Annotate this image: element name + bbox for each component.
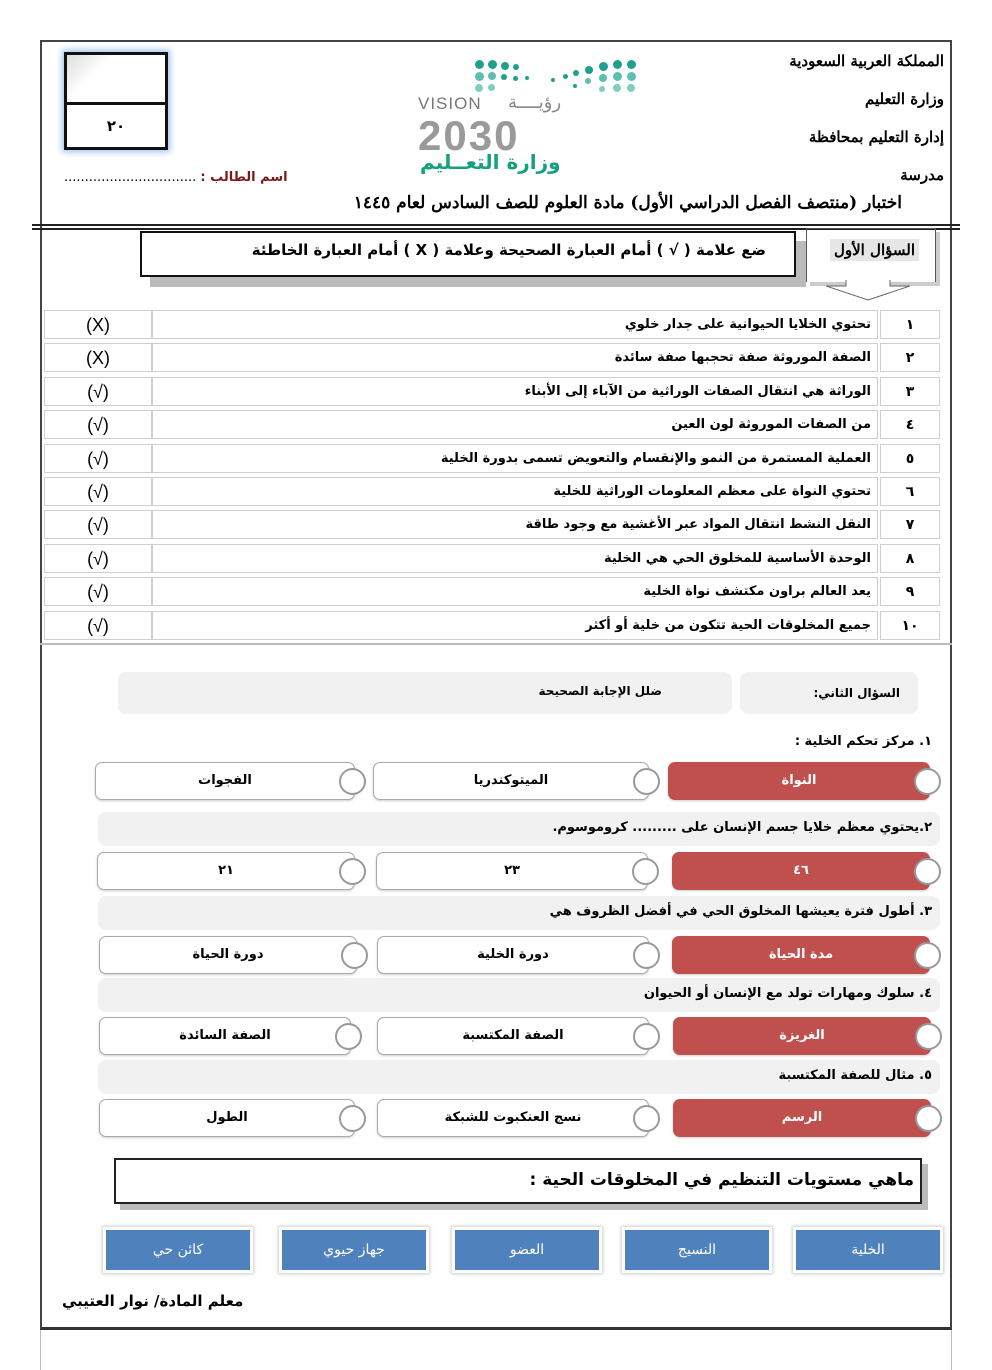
mcq-option[interactable]	[97, 852, 355, 890]
exam-title: اختبار (منتصف الفصل الدراسي الأول) مادة العلوم للصف السادس لعام ١٤٤٥	[353, 193, 902, 213]
option-label: الغريزة	[779, 1028, 825, 1043]
answer-cell[interactable]: (√)	[44, 410, 152, 439]
statement-cell: العملية المستمرة من النمو والإنقسام والتعويض تسمى بدورة الخلية	[152, 444, 878, 473]
radio-icon[interactable]	[632, 858, 659, 885]
mcq-option-correct[interactable]	[673, 1099, 931, 1137]
country-name: المملكة العربية السعودية	[789, 52, 944, 70]
option-label: النواة	[781, 773, 817, 788]
radio-icon[interactable]	[339, 858, 366, 885]
down-arrow-icon	[826, 280, 910, 302]
table-row	[40, 408, 944, 441]
level-box[interactable]: الخلية	[793, 1227, 943, 1273]
option-label: دورة الحياة	[192, 947, 264, 962]
number-cell: ٢	[880, 343, 940, 372]
table-row	[40, 308, 944, 341]
radio-icon[interactable]	[914, 942, 941, 969]
statement-cell: من الصفات الموروثة لون العين	[152, 410, 878, 439]
answer-cell[interactable]: (X)	[44, 343, 152, 372]
radio-icon[interactable]	[339, 1105, 366, 1132]
q2-instruction: ضلل الإجابة الصحيحة	[118, 672, 732, 714]
mcq-question: ٢.يحتوي معظم خلايا جسم الإنسان على ......... كروموسوم.	[98, 812, 940, 846]
levels-question: ماهي مستويات التنظيم في المخلوقات الحية :	[114, 1158, 922, 1204]
mcq-option-correct[interactable]	[673, 1017, 931, 1055]
mcq-option[interactable]	[377, 1099, 649, 1137]
option-label: نسج العنكبوت للشبكة	[444, 1110, 582, 1125]
statement-cell: يعد العالم براون مكتشف نواة الخلية	[152, 577, 878, 606]
number-cell: ٦	[880, 477, 940, 506]
statement-cell: الوحدة الأساسية للمخلوق الحي هي الخلية	[152, 544, 878, 573]
ministry-name: وزارة التعليم	[865, 90, 944, 108]
mcq-question: ٤. سلوك ومهارات تولد مع الإنسان أو الحيوان	[98, 978, 940, 1012]
number-cell: ٥	[880, 444, 940, 473]
q1-label-callout	[806, 228, 936, 282]
table-row	[40, 442, 944, 475]
radio-icon[interactable]	[633, 1023, 660, 1050]
radio-icon[interactable]	[915, 1023, 942, 1050]
statement-cell: الصفة الموروثة صفة تحجبها صفة سائدة	[152, 343, 878, 372]
number-cell: ٧	[880, 510, 940, 539]
option-label: ٢٣	[504, 863, 520, 878]
radio-icon[interactable]	[915, 1105, 942, 1132]
table-row	[40, 375, 944, 408]
option-label: ٢١	[218, 863, 234, 878]
table-row	[40, 542, 944, 575]
statement-cell: النقل النشط انتقال المواد عبر الأغشية مع وجود طاقة	[152, 510, 878, 539]
mcq-question: ١. مركز تحكم الخلية :	[794, 734, 932, 749]
q1-instruction: ضع علامة ( √ ) أمام العبارة الصحيحة وعلامة ( X ) أمام العبارة الخاطئة	[140, 231, 796, 277]
level-box[interactable]: النسيج	[622, 1227, 772, 1273]
radio-icon[interactable]	[341, 942, 368, 969]
table-row	[40, 609, 944, 642]
statement-cell: تحتوي الخلايا الحيوانية على جدار خلوي	[152, 310, 878, 339]
mcq-option-correct[interactable]	[672, 852, 930, 890]
true-false-table	[40, 308, 944, 642]
radio-icon[interactable]	[339, 768, 366, 795]
score-divider	[67, 102, 165, 105]
mcq-question: ٣. أطول فترة يعيشها المخلوق الحي في أفضل الظروف هي	[98, 896, 940, 930]
level-box[interactable]: العضو	[452, 1227, 602, 1273]
mcq-option[interactable]	[95, 762, 355, 800]
option-label: دورة الخلية	[477, 947, 549, 962]
option-label: مدة الحياة	[768, 947, 834, 962]
mcq-option[interactable]	[376, 852, 648, 890]
mcq-option-correct[interactable]	[672, 936, 930, 974]
answer-cell[interactable]: (√)	[44, 477, 152, 506]
next-page-edge	[40, 1330, 952, 1370]
level-box[interactable]: كائن حي	[103, 1227, 253, 1273]
mcq-option[interactable]	[99, 1099, 355, 1137]
logo-year-text: 2030	[418, 112, 520, 159]
score-total: ٢٠	[106, 117, 126, 135]
number-cell: ١	[880, 310, 940, 339]
level-box[interactable]: جهاز حيوي	[279, 1227, 429, 1273]
mcq-option[interactable]	[377, 1017, 649, 1055]
section-divider	[40, 643, 952, 645]
logo-roya-text: رؤيــــة	[508, 92, 562, 113]
answer-cell[interactable]: (√)	[44, 611, 152, 640]
table-row	[40, 508, 944, 541]
q1-label: السؤال الأول	[830, 239, 919, 261]
vision-2030-logo	[418, 58, 643, 173]
statement-cell: جميع المخلوقات الحية تتكون من خلية أو أكثر	[152, 611, 878, 640]
table-row	[40, 475, 944, 508]
mcq-option[interactable]	[377, 936, 649, 974]
radio-icon[interactable]	[914, 768, 941, 795]
radio-icon[interactable]	[914, 858, 941, 885]
header-institution	[744, 52, 944, 204]
student-name-field[interactable]	[64, 170, 288, 185]
q2-label: السؤال الثاني:	[740, 672, 918, 714]
statement-cell: تحتوي النواة على معظم المعلومات الوراثية للخلية	[152, 477, 878, 506]
answer-cell[interactable]: (X)	[44, 310, 152, 339]
option-label: الرسم	[781, 1110, 823, 1125]
radio-icon[interactable]	[335, 1023, 362, 1050]
teacher-signature: معلم المادة/ نوار العتيبي	[62, 1292, 244, 1310]
number-cell: ١٠	[880, 611, 940, 640]
school-name: مدرسة	[900, 166, 944, 184]
mcq-option-correct[interactable]	[668, 762, 930, 800]
logo-vision-text: VISION	[418, 94, 482, 113]
number-cell: ٨	[880, 544, 940, 573]
option-label: الصفة السائدة	[179, 1028, 271, 1043]
student-name-value[interactable]: ................................	[64, 170, 197, 185]
answer-cell[interactable]: (√)	[44, 577, 152, 606]
logo-dots-icon	[473, 58, 643, 94]
radio-icon[interactable]	[633, 1105, 660, 1132]
answer-cell[interactable]: (√)	[44, 510, 152, 539]
student-name-label: اسم الطالب :	[200, 170, 288, 185]
number-cell: ٣	[880, 377, 940, 406]
option-label: الفجوات	[198, 773, 252, 788]
mcq-option[interactable]	[373, 762, 649, 800]
number-cell: ٩	[880, 577, 940, 606]
mcq-option[interactable]	[99, 1017, 351, 1055]
radio-icon[interactable]	[633, 768, 660, 795]
mcq-question: ٥. مثال للصفة المكتسبة	[98, 1060, 940, 1094]
option-label: الطول	[206, 1110, 248, 1125]
radio-icon[interactable]	[633, 942, 660, 969]
table-row	[40, 575, 944, 608]
option-label: الميتوكندريا	[473, 773, 549, 788]
score-box	[64, 52, 168, 150]
table-row	[40, 341, 944, 374]
option-label: الصفة المكتسبة	[462, 1028, 564, 1043]
answer-cell[interactable]: (√)	[44, 377, 152, 406]
logo-ministry-text: وزارة التعــليم	[420, 150, 561, 174]
mcq-option[interactable]	[99, 936, 357, 974]
directorate-name: إدارة التعليم بمحافظة	[808, 128, 944, 146]
answer-cell[interactable]: (√)	[44, 544, 152, 573]
statement-cell: الوراثة هي انتقال الصفات الوراثية من الآباء إلى الأبناء	[152, 377, 878, 406]
option-label: ٤٦	[793, 863, 809, 878]
q2-header	[118, 672, 918, 714]
answer-cell[interactable]: (√)	[44, 444, 152, 473]
number-cell: ٤	[880, 410, 940, 439]
